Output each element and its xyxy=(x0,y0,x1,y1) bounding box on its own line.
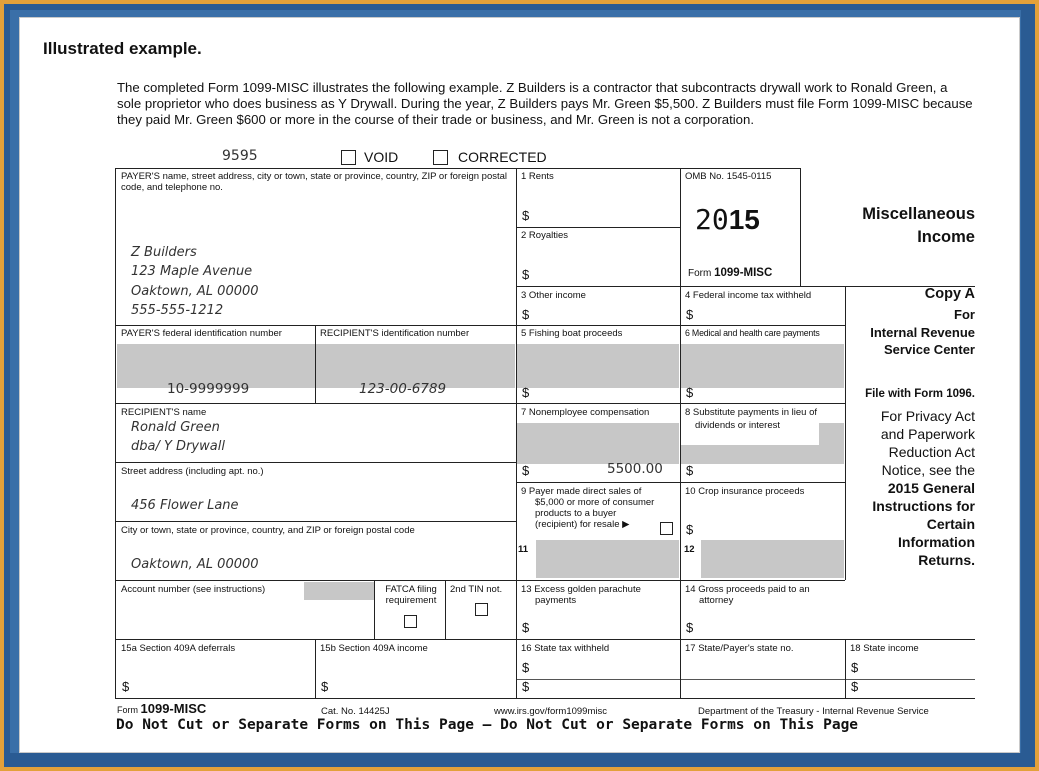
rule xyxy=(115,403,516,404)
rule xyxy=(800,168,801,286)
privacy-line: Notice, see the xyxy=(881,462,975,478)
box3-label: 3 Other income xyxy=(521,290,586,301)
rule xyxy=(680,168,681,639)
box18-label: 18 State income xyxy=(850,643,919,654)
payer-name: Z Builders xyxy=(131,245,197,260)
fatca-line-1: FATCA filing xyxy=(385,584,437,595)
box8-label-2: dividends or interest xyxy=(695,420,781,431)
privacy-notice xyxy=(849,407,975,569)
box14-line-2: attorney xyxy=(699,595,734,606)
corrected-checkbox[interactable] xyxy=(433,150,448,165)
rule xyxy=(315,639,316,698)
box18-dollar: $ xyxy=(851,660,859,675)
rule xyxy=(315,325,316,403)
box8-shade xyxy=(681,445,844,464)
box10-dollar: $ xyxy=(686,522,694,537)
omb-number: OMB No. 1545-0115 xyxy=(685,171,772,182)
copy-irs-line1: Internal Revenue xyxy=(870,325,975,340)
box8-label-1: 8 Substitute payments in lieu of xyxy=(685,407,818,418)
box7-shade xyxy=(517,423,679,464)
recipient-street: 456 Flower Lane xyxy=(131,498,239,513)
box5-dollar: $ xyxy=(522,385,530,400)
box14-label xyxy=(685,584,810,606)
box7-value: 5500.00 xyxy=(607,461,663,477)
box9-line: 9 Payer made direct sales of xyxy=(521,486,642,497)
box15b-label: 15b Section 409A income xyxy=(320,643,428,654)
footer-cat-no: Cat. No. 14425J xyxy=(321,706,390,717)
privacy-line: Reduction Act xyxy=(888,444,975,460)
box11-label: 11 xyxy=(518,544,529,555)
year-suffix: 15 xyxy=(728,204,760,235)
box17-label: 17 State/Payer's state no. xyxy=(685,643,794,654)
box14-line-1: 14 Gross proceeds paid to an xyxy=(685,584,810,595)
rule xyxy=(115,639,975,640)
box2-label: 2 Royalties xyxy=(521,230,568,241)
box6-dollar: $ xyxy=(686,385,694,400)
general-line: Certain xyxy=(926,516,975,532)
box4-label: 4 Federal income tax withheld xyxy=(685,290,812,301)
box1-label: 1 Rents xyxy=(521,171,554,182)
rule xyxy=(115,698,975,699)
rule xyxy=(845,286,846,580)
second-tin-checkbox[interactable] xyxy=(475,603,488,616)
street-label: Street address (including apt. no.) xyxy=(121,466,264,477)
void-label: VOID xyxy=(364,149,399,165)
box15a-label: 15a Section 409A deferrals xyxy=(121,643,236,654)
general-line: 2015 General xyxy=(887,480,975,496)
box16-label: 16 State tax withheld xyxy=(521,643,610,654)
box6-label: 6 Medical and health care payments xyxy=(685,328,820,338)
form-prefix: Form xyxy=(688,268,712,279)
payer-street: 123 Maple Avenue xyxy=(131,264,253,279)
box7-dollar: $ xyxy=(522,463,530,478)
box16-dollar-2: $ xyxy=(522,679,530,694)
rule xyxy=(374,580,375,639)
copy-for: For xyxy=(954,307,975,322)
general-line: Information xyxy=(898,534,975,550)
box4-dollar: $ xyxy=(686,307,694,322)
form-page xyxy=(19,17,1020,753)
void-checkbox[interactable] xyxy=(341,150,356,165)
copy-irs-line2: Service Center xyxy=(883,342,975,357)
fatca-checkbox[interactable] xyxy=(404,615,417,628)
payer-city: Oaktown, AL 00000 xyxy=(131,284,259,299)
box8-shade-tab xyxy=(819,423,844,447)
rule xyxy=(115,462,516,463)
footer-form-prefix: Form xyxy=(117,705,138,715)
box14-dollar: $ xyxy=(686,620,694,635)
rule xyxy=(845,639,846,698)
payer-tin: 10-9999999 xyxy=(167,381,250,397)
box13-line-2: payments xyxy=(535,595,577,606)
recipient-name-label: RECIPIENT'S name xyxy=(121,407,207,418)
privacy-line: For Privacy Act xyxy=(880,408,975,424)
box16-dollar: $ xyxy=(522,660,530,675)
copy-a: Copy A xyxy=(924,286,975,302)
form-code: 9595 xyxy=(222,148,258,164)
form-title xyxy=(809,203,975,249)
account-shade xyxy=(304,582,374,600)
recipient-dba: dba/ Y Drywall xyxy=(131,439,225,454)
corrected-label: CORRECTED xyxy=(458,149,547,165)
box10-label: 10 Crop insurance proceeds xyxy=(685,486,805,497)
rule xyxy=(115,580,516,581)
box15a-dollar: $ xyxy=(122,679,130,694)
year-prefix: 20 xyxy=(695,203,729,236)
box9-checkbox[interactable] xyxy=(660,522,673,535)
form-name: 1099-MISC xyxy=(714,267,773,279)
rule xyxy=(516,679,975,680)
footer-form-id xyxy=(117,701,206,716)
tax-year xyxy=(695,203,760,236)
box7-label: 7 Nonemployee compensation xyxy=(521,407,650,418)
rule xyxy=(115,521,516,522)
box15b-dollar: $ xyxy=(321,679,329,694)
box13-dollar: $ xyxy=(522,620,530,635)
box9-line: (recipient) for resale ▶ xyxy=(535,519,630,530)
box5-shade xyxy=(517,344,679,388)
privacy-line: and Paperwork xyxy=(880,426,975,442)
rule xyxy=(516,168,517,698)
general-line: Instructions for xyxy=(872,498,975,514)
second-tin-label: 2nd TIN not. xyxy=(450,584,503,595)
file-with-1096: File with Form 1096. xyxy=(865,388,975,400)
box9-line: $5,000 or more of consumer xyxy=(535,497,655,508)
cut-notice: Do Not Cut or Separate Forms on This Page — Do Not Cut or Separate Forms on This Page xyxy=(116,717,859,733)
rule xyxy=(115,168,116,698)
box8-dollar: $ xyxy=(686,463,694,478)
box12-shade xyxy=(701,540,844,578)
title-line-2: Income xyxy=(917,228,975,246)
fatca-label xyxy=(378,584,444,606)
footer-department: Department of the Treasury - Internal Revenue Service xyxy=(698,706,929,717)
footer-form-name: 1099-MISC xyxy=(140,701,207,716)
box11-shade xyxy=(536,540,679,578)
payer-tin-label: PAYER'S federal identification number xyxy=(121,328,282,339)
recipient-name: Ronald Green xyxy=(131,420,220,435)
box9-line: products to a buyer xyxy=(535,508,617,519)
box13-line-1: 13 Excess golden parachute xyxy=(521,584,641,595)
box5-label: 5 Fishing boat proceeds xyxy=(521,328,623,339)
rule xyxy=(445,580,446,639)
payer-label: PAYER'S name, street address, city or town, state or province, country, ZIP or foreign postal code, and telephone no. xyxy=(121,171,508,193)
general-line: Returns. xyxy=(918,552,975,568)
box2-dollar: $ xyxy=(522,267,530,282)
account-label: Account number (see instructions) xyxy=(121,584,266,595)
box3-dollar: $ xyxy=(522,307,530,322)
rule xyxy=(516,227,680,228)
recipient-tin-label: RECIPIENT'S identification number xyxy=(320,328,470,339)
rule xyxy=(115,168,800,169)
recipient-city: Oaktown, AL 00000 xyxy=(131,557,259,572)
box12-label: 12 xyxy=(684,544,695,555)
box6-shade xyxy=(681,344,844,388)
intro-paragraph: The completed Form 1099-MISC illustrates the following example. Z Builders is a contractor that subcontracts drywall work to Ronald Green, a sole proprietor who does business as Y Drywall. During the year, Z Builders pays Mr. Green $5,500. Z Builders must file Form 1099-MISC because they paid Mr. Green $600 or more in the course of their trade or business, and Mr. Green is not a corporation. xyxy=(117,80,973,128)
box9-label xyxy=(521,486,654,530)
footer-url: www.irs.gov/form1099misc xyxy=(494,706,607,717)
box1-dollar: $ xyxy=(522,208,530,223)
box18-dollar-2: $ xyxy=(851,679,859,694)
copy-a-block xyxy=(849,286,975,358)
recipient-tin: 123-00-6789 xyxy=(359,381,447,397)
form-id xyxy=(688,267,772,279)
city-label: City or town, state or province, country, and ZIP or foreign postal code xyxy=(121,525,415,536)
rule xyxy=(680,639,681,698)
payer-phone: 555-555-1212 xyxy=(131,303,224,318)
fatca-line-2: requirement xyxy=(385,595,437,606)
title-line-1: Miscellaneous xyxy=(862,205,975,223)
box13-label xyxy=(521,584,641,606)
page-heading: Illustrated example. xyxy=(43,39,202,58)
